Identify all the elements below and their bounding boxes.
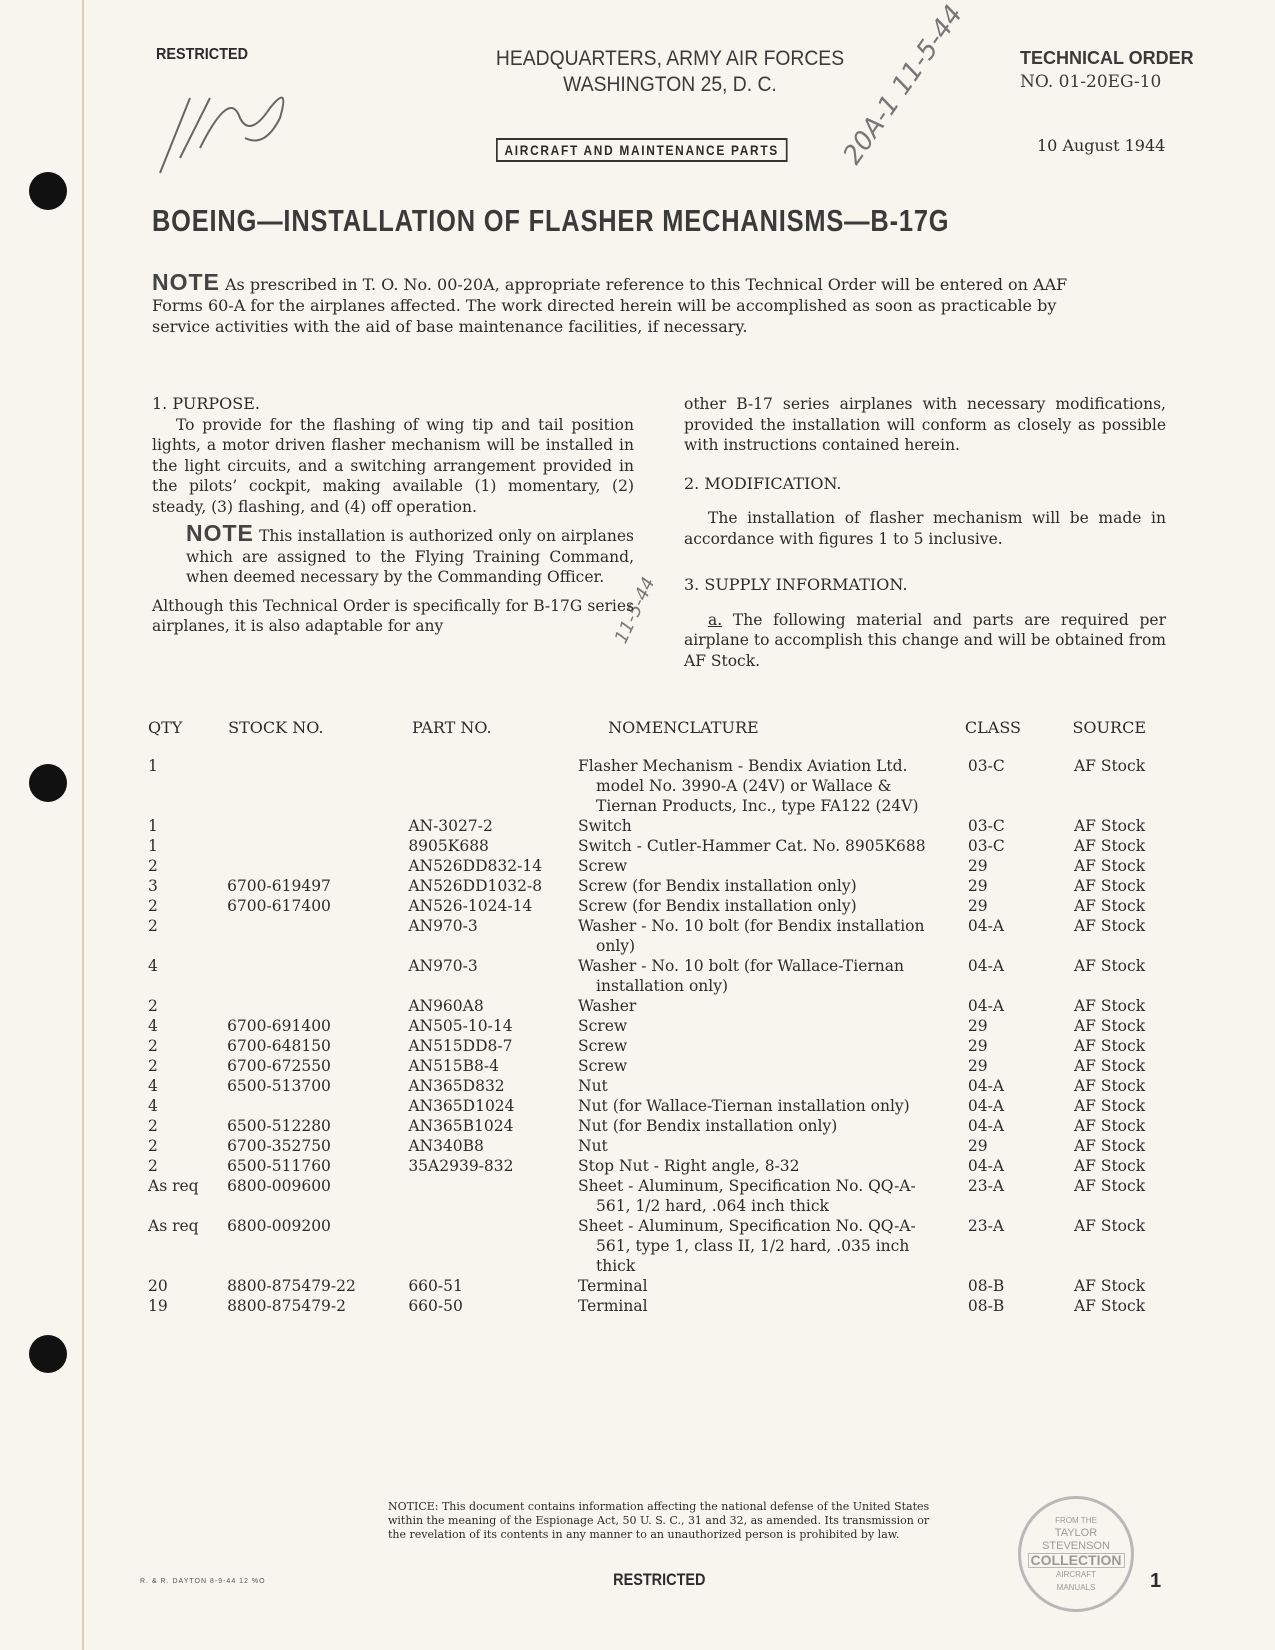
cell-nomenclature: Nut (for Wallace-Tiernan installation only) [578, 1097, 910, 1115]
cell-stock-no: 6500-512280 [227, 1117, 331, 1135]
section-heading-modification: 2. MODIFICATION. [684, 473, 842, 493]
cell-nomenclature: Screw [578, 857, 628, 875]
classification-footer: RESTRICTED [613, 1570, 706, 1589]
stamp-line: STEVENSON [1042, 1540, 1110, 1552]
cell-class: 08-B [967, 1297, 1005, 1315]
column-header-nomenclature: NOMENCLATURE [608, 718, 759, 737]
cell-qty: 2 [148, 997, 158, 1015]
cell-source: AF Stock [1073, 957, 1146, 975]
cell-part-no: 660-50 [408, 1297, 463, 1315]
table-row [140, 1056, 1180, 1076]
table-row [140, 1296, 1180, 1316]
cell-part-no [408, 756, 578, 816]
cell-qty: 2 [148, 857, 158, 875]
cell-part-no: AN515B8-4 [408, 1057, 500, 1075]
handwritten-initials-icon [150, 78, 300, 178]
table-row [140, 856, 1180, 876]
column-header-part: PART NO. [411, 718, 492, 737]
cell-nomenclature: Washer [578, 997, 637, 1015]
cell-source: AF Stock [1073, 877, 1146, 895]
cell-source: AF Stock [1073, 817, 1146, 835]
cell-class: 03-C [967, 837, 1005, 855]
column-header-qty: QTY [148, 718, 183, 737]
margin-rule [82, 0, 84, 1650]
table-row [140, 1156, 1180, 1176]
cell-class: 29 [967, 897, 988, 915]
column-header-stock: STOCK NO. [228, 718, 324, 737]
table-header [140, 718, 1180, 738]
cell-stock-no: 6700-352750 [227, 1137, 331, 1155]
cell-source: AF Stock [1073, 1297, 1146, 1315]
cell-part-no: AN515DD8-7 [408, 1037, 513, 1055]
cell-source: AF Stock [1073, 1117, 1146, 1135]
cell-part-no: AN340B8 [408, 1137, 484, 1155]
to-label: TECHNICAL ORDER [1020, 48, 1194, 68]
table-row [140, 1096, 1180, 1116]
purpose-paragraph-2: Although this Technical Order is specifically for B-17G series airplanes, it is also adaptable for any [152, 596, 634, 635]
cell-class: 04-A [967, 1157, 1005, 1175]
cell-stock-no: 6800-009600 [227, 1177, 331, 1195]
note-label: NOTE [186, 520, 254, 546]
handwritten-annotation: 20A-1 11-5-44 [837, 0, 970, 171]
cell-nomenclature: Screw (for Bendix installation only) [578, 877, 857, 895]
purpose-paragraph-2-continued: other B-17 series airplanes with necessary modifications, provided the installation will conform as closely as possible with instructions contained herein. [684, 395, 1166, 454]
cell-class: 29 [967, 1037, 988, 1055]
cell-part-no: 35A2939-832 [408, 1157, 514, 1175]
cell-source: AF Stock [1073, 757, 1146, 775]
security-notice: NOTICE: This document contains information affecting the national defense of the United States within the meaning of the Espionage Act, 50 U. S. C., 31 and 32, as amended. Its transmission or the revelation of its contents in any manner to an unauthorized person is prohibited by law. [388, 1500, 930, 1541]
hq-line-2: WASHINGTON 25, D. C. [563, 73, 777, 96]
cell-source: AF Stock [1073, 1157, 1146, 1175]
collection-stamp [1018, 1496, 1134, 1612]
cell-nomenclature: Switch [578, 817, 632, 835]
cell-source: AF Stock [1073, 1217, 1146, 1235]
category-box: AIRCRAFT AND MAINTENANCE PARTS [496, 138, 787, 162]
cell-part-no: AN365D1024 [408, 1097, 515, 1115]
note-label: NOTE [152, 269, 220, 295]
cell-nomenclature: Sheet - Aluminum, Specification No. QQ-A-561, type 1, class II, 1/2 hard, .035 inch thick [578, 1217, 916, 1275]
cell-class: 23-A [967, 1217, 1005, 1235]
cell-qty: 2 [148, 1037, 158, 1055]
cell-part-no: AN365D832 [408, 1077, 505, 1095]
cell-class: 23-A [967, 1177, 1005, 1195]
to-number: NO. 01-20EG-10 [1020, 72, 1162, 92]
cell-part-no: AN505-10-14 [408, 1017, 513, 1035]
hq-line-1: HEADQUARTERS, ARMY AIR FORCES [495, 47, 845, 70]
table-row [140, 876, 1180, 896]
cell-class: 04-A [967, 1077, 1005, 1095]
cell-class: 29 [967, 1057, 988, 1075]
punch-hole-icon [29, 172, 67, 210]
cell-nomenclature: Washer - No. 10 bolt (for Bendix installation only) [578, 917, 925, 955]
note-text: As prescribed in T. O. No. 00-20A, appropriate reference to this Technical Order will be entered on AAF Forms 60-A for the airplanes affected. The work directed herein will be accomplished as soon as practicable by service activities with the aid of base maintenance facilities, if necessary. [152, 275, 1068, 336]
cell-qty: As req [148, 1217, 199, 1235]
cell-stock-no [227, 956, 408, 996]
cell-nomenclature: Nut [578, 1137, 608, 1155]
cell-part-no: AN526-1024-14 [408, 897, 533, 915]
table-row [140, 1116, 1180, 1136]
stamp-line: MANUALS [1056, 1583, 1096, 1592]
cell-nomenclature: Screw [578, 1057, 628, 1075]
cell-qty: 2 [148, 897, 158, 915]
cell-stock-no [227, 856, 408, 876]
cell-nomenclature: Nut (for Bendix installation only) [578, 1117, 838, 1135]
column-header-class: CLASS [964, 718, 1021, 737]
cell-nomenclature: Screw (for Bendix installation only) [578, 897, 857, 915]
table-row [140, 956, 1180, 996]
right-column [684, 394, 1166, 671]
table-row [140, 1036, 1180, 1056]
cell-stock-no: 6700-672550 [227, 1057, 331, 1075]
top-note [152, 269, 1092, 337]
cell-stock-no [227, 996, 408, 1016]
cell-part-no: AN970-3 [408, 957, 478, 975]
cell-class: 29 [967, 877, 988, 895]
punch-hole-icon [29, 764, 67, 802]
cell-nomenclature: Screw [578, 1037, 628, 1055]
modification-text: The installation of flasher mechanism will be made in accordance with figures 1 to 5 inclusive. [684, 509, 1166, 548]
cell-source: AF Stock [1073, 1077, 1146, 1095]
cell-qty: 20 [148, 1277, 168, 1295]
cell-stock-no: 6700-619497 [227, 877, 331, 895]
cell-part-no: AN526DD1032-8 [408, 877, 543, 895]
parts-table [140, 718, 1180, 1316]
table-row [140, 1216, 1180, 1276]
cell-qty: 2 [148, 1137, 158, 1155]
cell-source: AF Stock [1073, 1097, 1146, 1115]
table-row [140, 896, 1180, 916]
handwritten-annotation: 11-5-44 [610, 574, 660, 647]
cell-class: 04-A [967, 997, 1005, 1015]
cell-part-no: AN365B1024 [408, 1117, 514, 1135]
cell-source: AF Stock [1073, 1057, 1146, 1075]
cell-qty: 4 [148, 957, 158, 975]
cell-qty: 3 [148, 877, 158, 895]
note-text: This installation is authorized only on airplanes which are assigned to the Flying Training Command, when deemed necessary by the Commanding Officer. [186, 527, 634, 586]
section-heading-supply: 3. SUPPLY INFORMATION. [684, 575, 908, 594]
stamp-line: FROM THE [1055, 1516, 1097, 1525]
cell-part-no: AN-3027-2 [408, 817, 493, 835]
cell-class: 04-A [967, 1097, 1005, 1115]
cell-source: AF Stock [1073, 857, 1146, 875]
cell-class: 04-A [967, 957, 1005, 975]
cell-qty: 2 [148, 1057, 158, 1075]
punch-hole-icon [29, 1335, 67, 1373]
cell-part-no [408, 1176, 578, 1216]
left-column [152, 394, 634, 637]
cell-qty: 4 [148, 1017, 158, 1035]
cell-source: AF Stock [1073, 1277, 1146, 1295]
table-row [140, 996, 1180, 1016]
cell-class: 29 [967, 1137, 988, 1155]
section-heading-purpose: 1. PURPOSE. [152, 394, 260, 413]
issue-date: 10 August 1944 [1037, 136, 1166, 155]
cell-part-no: AN526DD832-14 [408, 857, 543, 875]
cell-qty: As req [148, 1177, 199, 1195]
printer-mark: R. & R. DAYTON 8-9-44 12 %O [140, 1578, 266, 1585]
cell-class: 08-B [967, 1277, 1005, 1295]
cell-class: 03-C [967, 817, 1005, 835]
purpose-note [186, 520, 634, 588]
cell-qty: 2 [148, 1157, 158, 1175]
cell-class: 04-A [967, 1117, 1005, 1135]
cell-part-no: AN960A8 [408, 997, 484, 1015]
cell-stock-no: 6700-617400 [227, 897, 331, 915]
cell-class: 29 [967, 857, 988, 875]
cell-nomenclature: Washer - No. 10 bolt (for Wallace-Tiernan installation only) [578, 957, 904, 995]
cell-nomenclature: Screw [578, 1017, 628, 1035]
cell-nomenclature: Nut [578, 1077, 608, 1095]
cell-part-no [408, 1216, 578, 1276]
table-row [140, 756, 1180, 816]
cell-nomenclature: Switch - Cutler-Hammer Cat. No. 8905K688 [578, 837, 926, 855]
cell-qty: 2 [148, 917, 158, 935]
cell-nomenclature: Terminal [578, 1277, 648, 1295]
cell-nomenclature: Terminal [578, 1297, 648, 1315]
item-text: The following material and parts are required per airplane to accomplish this change and will be obtained from AF Stock. [684, 610, 1166, 670]
table-row [140, 816, 1180, 836]
cell-source: AF Stock [1073, 1177, 1146, 1195]
cell-nomenclature: Sheet - Aluminum, Specification No. QQ-A-561, 1/2 hard, .064 inch thick [578, 1177, 916, 1215]
cell-qty: 4 [148, 1097, 158, 1115]
table-row [140, 1176, 1180, 1216]
document-title: BOEING—INSTALLATION OF FLASHER MECHANISMS—B-17G [152, 203, 950, 238]
stamp-line: TAYLOR [1054, 1527, 1098, 1539]
page-number: 1 [1150, 1570, 1162, 1592]
cell-stock-no: 6800-009200 [227, 1217, 331, 1235]
issuing-authority [477, 46, 863, 98]
cell-class: 03-C [967, 757, 1005, 775]
table-row [140, 1136, 1180, 1156]
cell-stock-no: 8800-875479-22 [227, 1277, 356, 1295]
cell-qty: 2 [148, 1117, 158, 1135]
table-row [140, 1276, 1180, 1296]
technical-order-block [1020, 46, 1194, 94]
cell-source: AF Stock [1073, 997, 1146, 1015]
stamp-line: AIRCRAFT [1056, 1570, 1096, 1579]
cell-part-no: 8905K688 [408, 837, 489, 855]
cell-qty: 1 [148, 837, 158, 855]
cell-nomenclature: Stop Nut - Right angle, 8-32 [578, 1157, 800, 1175]
cell-stock-no [227, 816, 408, 836]
cell-class: 29 [967, 1017, 988, 1035]
cell-stock-no: 6500-513700 [227, 1077, 331, 1095]
purpose-paragraph: To provide for the flashing of wing tip and tail position lights, a motor driven flasher mechanism will be installed in the light circuits, and a switching arrangement provided in the pilots’ cockpit, making available (1) momentary, (2) steady, (3) flashing, and (4) off operation. [152, 415, 634, 516]
cell-stock-no [227, 916, 408, 956]
cell-part-no: 660-51 [408, 1277, 463, 1295]
supply-item-a [684, 610, 1166, 672]
cell-stock-no: 6500-511760 [227, 1157, 331, 1175]
cell-source: AF Stock [1073, 1037, 1146, 1055]
stamp-line: COLLECTION [1028, 1553, 1125, 1568]
item-label: a. [708, 610, 723, 629]
cell-stock-no: 6700-648150 [227, 1037, 331, 1055]
cell-stock-no: 6700-691400 [227, 1017, 331, 1035]
cell-stock-no [227, 756, 408, 816]
cell-source: AF Stock [1073, 917, 1146, 935]
cell-source: AF Stock [1073, 1137, 1146, 1155]
table-body [140, 756, 1180, 1316]
table-row [140, 836, 1180, 856]
cell-source: AF Stock [1073, 1017, 1146, 1035]
column-header-source: SOURCE [1072, 718, 1146, 737]
table-row [140, 916, 1180, 956]
cell-qty: 1 [148, 817, 158, 835]
cell-nomenclature: Flasher Mechanism - Bendix Aviation Ltd. model No. 3990-A (24V) or Wallace & Tiernan Products, Inc., type FA122 (24V) [578, 757, 919, 815]
cell-qty: 19 [148, 1297, 168, 1315]
classification-header: RESTRICTED [156, 46, 249, 63]
cell-qty: 4 [148, 1077, 158, 1095]
table-row [140, 1016, 1180, 1036]
cell-qty: 1 [148, 757, 158, 775]
table-row [140, 1076, 1180, 1096]
cell-class: 04-A [967, 917, 1005, 935]
cell-stock-no [227, 836, 408, 856]
cell-source: AF Stock [1073, 897, 1146, 915]
cell-part-no: AN970-3 [408, 917, 478, 935]
cell-stock-no: 8800-875479-2 [227, 1297, 347, 1315]
cell-source: AF Stock [1073, 837, 1146, 855]
cell-stock-no [227, 1096, 408, 1116]
